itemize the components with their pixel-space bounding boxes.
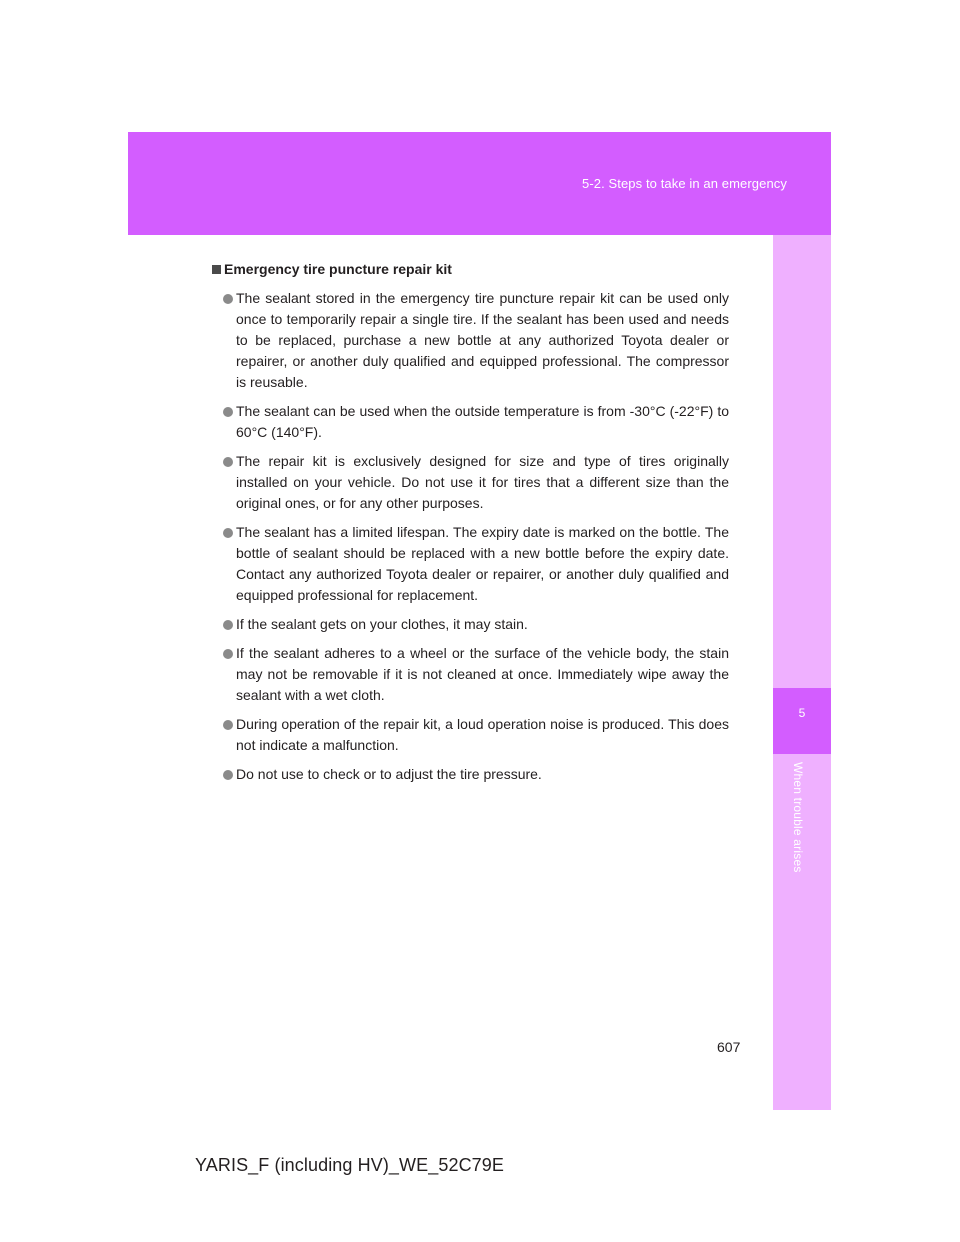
list-item: The repair kit is exclusively designed for size and type of tires originally installed on your vehicle. Do not use it for tires that a different size than the original ones, or for any other purposes. [236,451,729,514]
round-bullet-icon [223,528,233,538]
list-item: During operation of the repair kit, a loud operation noise is produced. This does not indicate a malfunction. [236,714,729,756]
round-bullet-icon [223,457,233,467]
list-item: The sealant can be used when the outside temperature is from -30°C (-22°F) to 60°C (140°F). [236,401,729,443]
section-title: 5-2. Steps to take in an emergency [581,176,787,191]
document-id: YARIS_F (including HV)_WE_52C79E [195,1155,504,1175]
header-band [128,132,831,235]
round-bullet-icon [223,294,233,304]
section-heading-text: Emergency tire puncture repair kit [224,261,452,277]
page-number: 607 [717,1039,741,1055]
section-heading [212,259,729,279]
list-item: The sealant stored in the emergency tire puncture repair kit can be used only once to temporarily repair a single tire. If the sealant has been used and needs to be replaced, purchase a new bottle at any authorized Toyota dealer or repairer, or another duly qualified and equipped professional. The compressor is reusable. [236,288,729,393]
side-tab [773,235,831,1110]
main-content [209,259,729,793]
chapter-label: When trouble arises [791,762,805,873]
round-bullet-icon [223,407,233,417]
list-item: The sealant has a limited lifespan. The expiry date is marked on the bottle. The bottle of sealant should be replaced with a new bottle before the expiry date. Contact any authorized Toyota dealer or repairer, or another duly qualified and equipped professional for replacement. [236,522,729,606]
round-bullet-icon [223,649,233,659]
list-item: Do not use to check or to adjust the tire pressure. [236,764,729,785]
round-bullet-icon [223,770,233,780]
round-bullet-icon [223,720,233,730]
list-item: If the sealant adheres to a wheel or the surface of the vehicle body, the stain may not be removable if it is not cleaned at once. Immediately wipe away the sealant with a wet cloth. [236,643,729,706]
chapter-box [773,688,831,754]
square-bullet-icon [212,265,221,274]
chapter-number: 5 [798,706,806,720]
bullet-list [209,288,729,785]
round-bullet-icon [223,620,233,630]
list-item: If the sealant gets on your clothes, it may stain. [236,614,729,635]
